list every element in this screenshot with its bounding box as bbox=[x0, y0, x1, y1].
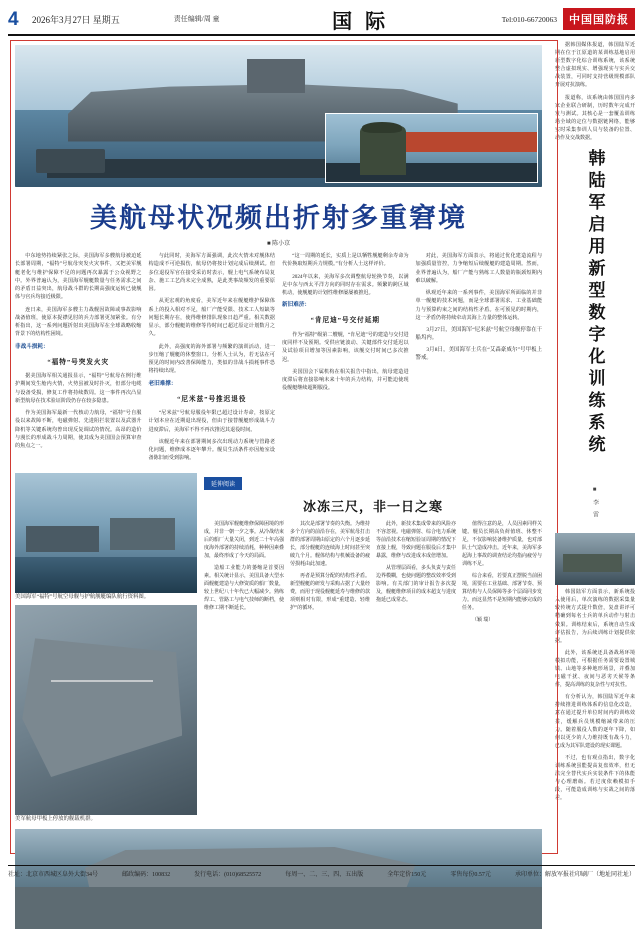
article-column-4 bbox=[416, 252, 543, 467]
subhead-kicker-2: 老旧难撑： bbox=[148, 380, 177, 387]
sidebar-intro bbox=[555, 42, 635, 143]
feature-column-4 bbox=[462, 521, 542, 629]
hero-photo-caption-1: 3月27日，美国海军“尼米兹”号航空母舰停靠在干船坞内。 bbox=[415, 327, 543, 342]
paragraph: 其次是部署节奏的失衡。为维持多个方向的前沿存在，美军航母打击群的部署周期由原定的六个月逐步延长，部分舰艇的连续海上时间甚至突破九个月。舰体结构与机械设备的疲劳损耗由此加速。 bbox=[290, 521, 371, 567]
hero-photo-carrier bbox=[15, 45, 542, 187]
inset-deck bbox=[326, 163, 537, 182]
paragraph: “这一周期的延长，实质上是以牺牲舰艇剩余寿命为代价换取短期兵力规模。”有分析人士这样评价。 bbox=[282, 253, 409, 268]
sidebar-photo-training bbox=[555, 533, 635, 585]
photo-ship-1 bbox=[26, 526, 99, 552]
paragraph: 对此，美国海军方面表示，将通过优化建造流程与加强质量管控，力争缩短后续舰艇的建造周期。然而，业界普遍认为，船厂产能与熟练工人数量的瓶颈短期内难以破解。 bbox=[415, 253, 543, 284]
inset-soldier-helmet bbox=[362, 122, 402, 133]
feature-headline: 冰冻三尺，非一日之寒 bbox=[303, 498, 444, 514]
feature-source: （颖 瑞） bbox=[472, 617, 494, 623]
sidebar-photo-soldier bbox=[563, 554, 622, 572]
paragraph: 2024年以来，美海军多次调整航母轮换节奏，以满足中东与西太平洋方向的同时存在需求。频繁的跨区域机动，使舰艇的计划性维修屡屡被推迟。 bbox=[282, 273, 409, 296]
paragraph: 值得注意的是，人员因素同样关键。舰员长期高负荷值班、休整不足，不仅影响装备维护质量，也对部队士气造成冲击。近年来，美海军多起海上事故的调查结论均指向疲劳与训练不足。 bbox=[462, 521, 543, 567]
paragraph: 报道称，该系统由韩国国内多家企业联合研制，历时数年完成开发与测试。其核心是一套覆盖训练场全域的定位与数据链网络，能够实时采集参训人员与装备的位置、动作及交战数据。 bbox=[555, 95, 635, 142]
paragraph: 作为美国海军最新一代核动力航母，“福特”号自服役以来故障不断，电磁弹射、先进阻拦装置以及武器升降机等关键系统均曾出现反复调试的情况。高昂的造价与漫长的形成战斗力周期，使其成为美国国会预算审查的焦点之一。 bbox=[15, 410, 142, 450]
feature-photo-column bbox=[15, 473, 197, 823]
paragraph: 此外，该系统还具备战场环境模拟功能，可根据任务需要设置城镇、山地等多种地形场景，并叠加电磁干扰、夜间与恶劣天候等条件，提高训练的复杂性与对抗性。 bbox=[555, 650, 635, 689]
section-title: 国 际 bbox=[332, 10, 390, 33]
feature-column-3 bbox=[376, 521, 456, 629]
main-article-column bbox=[8, 40, 549, 852]
photo-pier bbox=[15, 887, 542, 929]
subhead-kicker-1: 非战斗损耗： bbox=[15, 343, 49, 350]
paragraph: 纵观近年来的一系列事件，美国海军所面临的并非单一舰艇的技术问题，而是全球部署需求、工业基础能力与预算约束之间的结构性矛盾。在可预见的时期内，这一矛盾仍将持续牵动其海上力量的整体运转。 bbox=[415, 290, 543, 321]
footer-annual-price: 全年定价150元 bbox=[387, 872, 427, 878]
paragraph: 作为“福特”级第二艘舰，“肯尼迪”号的建造与交付进度同样不及预期。受供应链波动、关键部件交付延迟以及试验项目增加等因素影响，该舰交付时间已多次推迟。 bbox=[282, 331, 409, 363]
contact-phone: Tel:010-66720063 bbox=[501, 14, 557, 24]
paragraph: 综合来看，若要真正摆脱当前困境，需要在工业基础、部署节奏、预算结构与人员保障等多个层面同步发力。而这显然不是短期内能够完成的任务。 bbox=[462, 573, 543, 611]
subhead-kicker-3: 新旧难济： bbox=[282, 302, 311, 309]
paragraph: 连日来，美国海军多艘主力战舰因故障或事故影响战备值班，使原本捉襟见肘的兵力部署更加紧张。有分析指出，这一系列问题折射出美国海军在全球战略收缩背景下的结构性困境。 bbox=[15, 306, 142, 338]
hero-photo-caption-2: 3月8日，美国海军士兵在“艾森豪威尔”号甲板上警戒。 bbox=[415, 347, 543, 362]
feature-column-2 bbox=[290, 521, 370, 629]
footer-publish-days: 每周一、二、三、四、五出版 bbox=[285, 872, 364, 878]
feature-text-column bbox=[204, 473, 542, 823]
footer-printer: 承印单位：解放军报社印刷厂（地址同社址） bbox=[514, 872, 635, 878]
page-footer bbox=[8, 865, 635, 878]
photo-shipyard bbox=[15, 829, 542, 929]
paragraph: 从管理层面看，多头负责与责任边界模糊，也使问题的整改效率受到影响。有关部门的审计报告多次提及，舰艇维修项目的成本超支与进度拖延已成常态。 bbox=[376, 565, 457, 603]
inset-soldier-body bbox=[360, 126, 406, 175]
subhead-3: “肯尼迪”号交付延期 bbox=[310, 317, 380, 325]
page-number: 4 bbox=[8, 8, 19, 30]
sidebar-body bbox=[555, 589, 635, 803]
article-byline: ■ 陈小京 bbox=[266, 241, 291, 247]
page-body bbox=[8, 40, 635, 852]
sidebar-article bbox=[549, 40, 635, 852]
sidebar-headline: 韩陆军启用新型数字化训练系统 bbox=[585, 149, 605, 458]
feature-section bbox=[15, 473, 542, 823]
article-column-2 bbox=[149, 252, 276, 467]
feature-photo-caption-1: 美国海军“福特”号航空母舰与护航舰艇编队航行资料图。 bbox=[15, 593, 150, 600]
paragraph: 再者是预算分配的结构性矛盾。新型舰艇的研发与采购占据了大量经费，而用于现役舰艇延寿与维修的款项则相对有限，形成“重建造、轻维护”的循环。 bbox=[290, 573, 371, 611]
photo-tugboat bbox=[36, 149, 105, 173]
photo-water bbox=[15, 557, 197, 593]
paragraph: 美国海军舰艇维修保障困境的形成，并非一朝一夕之事。从冷战结束后的船厂大量关闭，到近二十年高强度海外部署的持续消耗，种种因素叠加，最终形成了今天的局面。 bbox=[204, 521, 285, 559]
article-text-columns bbox=[15, 252, 542, 467]
subhead-1: “福特”号突发火灾 bbox=[47, 358, 110, 366]
footer-address: 社址：北京市西城区阜外大街34号 bbox=[8, 872, 99, 878]
photo-ship-2 bbox=[110, 518, 176, 549]
feature-columns bbox=[204, 521, 542, 629]
masthead bbox=[8, 6, 635, 36]
subhead-2: “尼米兹”号推迟退役 bbox=[177, 395, 247, 403]
paragraph: 与此同时，美海军方面强调，此次火情未对舰体结构造成不可逆损伤，航母仍将按计划完成后续测试。但多位退役军官在接受采访时表示，舰上电气系统布局复杂、施工工艺尚未完全成熟，是此类事故频发的重要原因。 bbox=[148, 253, 276, 292]
paragraph: 据韩国媒体报道，韩国陆军近期在位于江原道的某训练基地启用新型数字化综合训练系统，该系统整合虚拟现实、增强现实与实兵交战装置，可同时支持营级规模部队开展对抗演练。 bbox=[555, 43, 635, 89]
inset-photo-soldier bbox=[325, 113, 538, 183]
paragraph: 有分析认为，韩国陆军近年来持续推进训练体系的信息化改造，意在通过提升单位时间内的训练效益，缓解兵员规模缩减带来的压力。随着服役人数的逐年下降，如何以更少的人力维持既有战斗力，已成为其军队建设的现实课题。 bbox=[555, 695, 635, 749]
photo-deck-surface bbox=[22, 638, 182, 777]
paragraph: 造船工业能力的萎缩是首要因素。相关统计显示，美国具备大型水面舰艇建造与大修资质的船厂数量，较上世纪八十年代已大幅减少。熟练焊工、管路工与电气技师的断档，使维修工期不断延长。 bbox=[204, 565, 285, 611]
newspaper-logo: 中国国防报 bbox=[563, 8, 635, 30]
paragraph: 中东地势持续紧张之际，美国海军多艘航母被迫延长部署周期，“福特”号航母突发火灾事件，又把美军舰艇老化与维护保障不足的问题再次暴露于公众视野之中。外界普遍认为，美国海军舰艇数量与任务需求之间的矛盾日益突出，航母战斗群的长期高强度运转已使舰体与官兵均接近极限。 bbox=[15, 253, 142, 301]
paragraph: 从更宏观的角度看，美军近年来在舰艇维护保障体系上的投入相对不足，船厂产能受限、技术工人短缺等问题长期存在，使得维修排队现象日趋严重。相关数据显示，部分舰艇的维修等待时间已超过原定计划数月之久。 bbox=[148, 298, 276, 338]
paragraph: 该舰近年来在部署期间多次出现动力系统与管路老化问题，维修成本逐年攀升。舰员生活条件亦因舱室设备陈旧而受到影响。 bbox=[148, 438, 276, 462]
photo-flight-deck bbox=[15, 605, 197, 815]
inset-ship bbox=[394, 132, 538, 152]
photo-carrier-island bbox=[247, 59, 305, 93]
article-column-1 bbox=[15, 252, 142, 467]
photo-ship-formation bbox=[15, 473, 197, 593]
feature-column-1 bbox=[204, 521, 284, 629]
footer-distribution-tel: 发行电话：(010)68525572 bbox=[194, 872, 262, 878]
paragraph: “尼米兹”号航母服役年限已超过设计寿命，按原定计划本应在近期退出现役，但由于接替舰艇形成战斗力进度滞后，美海军不得不再次推迟其退役时间。 bbox=[148, 410, 276, 433]
read-more-badge[interactable]: 延伸阅读 bbox=[204, 477, 242, 490]
footer-postcode: 邮政编码：100832 bbox=[122, 872, 171, 878]
feature-photo-caption-2: 美军航母甲板上停放的舰载机群。 bbox=[15, 815, 96, 822]
paragraph: 据美国海军相关通报显示，“福特”号航母在例行维护期间发生舱内火情，火势虽被及时扑灭，但部分电缆与设备受损，修复工作将持续数周。这一事件再次凸显新型航母在技术验证阶段仍存在较多隐患。 bbox=[15, 373, 142, 404]
photo-deck-marking bbox=[51, 680, 153, 682]
sidebar-byline: ■ 李 雷 bbox=[591, 487, 598, 518]
paragraph: 不过，也有观点指出，数字化训练系统虽能提高复盘效率，但无法完全替代实兵实装条件下的体能与心理磨砺。若过度依赖模拟手段，可能造成训练与实战之间的落差。 bbox=[555, 755, 635, 802]
responsible-editor: 责任编辑/周 童 bbox=[173, 14, 220, 23]
footer-retail-price: 零售每份0.57元 bbox=[450, 872, 491, 878]
article-headline: 美航母状况频出折射多重窘境 bbox=[90, 203, 468, 233]
paragraph: 美国国会下属机构在相关报告中指出，航母建造进度滞后将直接影响未来十年的兵力结构，并可能迫使现役舰艇继续超期服役。 bbox=[282, 368, 409, 392]
paragraph: 韩国陆军方面表示，新系统投入使用后，单次演练的数据采集量较传统方式提升数倍，复盘讲评可精确到每名士兵的单兵动作与射击效果。训练结束后，系统自动生成评估报告，为后续训练计划提供依据。 bbox=[555, 590, 635, 644]
publication-date: 2026年3月27日 星期五 bbox=[32, 14, 120, 25]
paragraph: 此外，高强度的海外部署与频繁的演训活动，进一步压缩了舰艇的休整窗口。分析人士认为，若无法在可预见的时间内改善保障能力，类似的非战斗损耗事件恐将持续出现。 bbox=[148, 343, 276, 375]
paragraph: 此外，新技术集成带来的风险亦不容忽视。电磁弹射、综合电力系统等前沿技术在缩短验证周期的情况下直接上舰，导致问题在服役后才集中暴露，维修与改进成本成倍增加。 bbox=[376, 521, 457, 559]
article-column-3 bbox=[282, 252, 409, 467]
